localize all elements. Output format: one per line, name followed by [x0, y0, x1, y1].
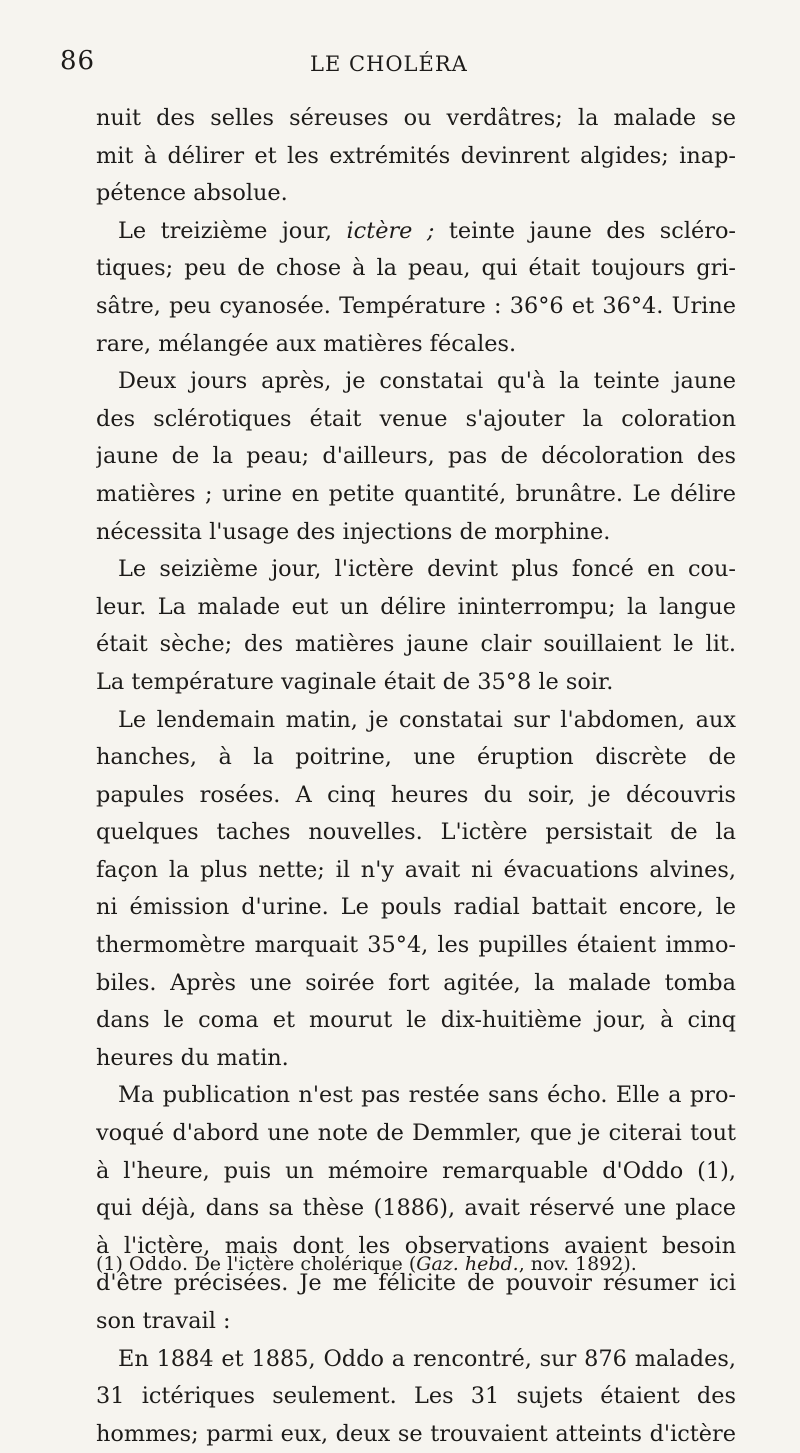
text-line: tiques; peu de chose à la peau, qui était toujours gri- [96, 255, 736, 282]
page-number: 86 [60, 46, 96, 76]
page-header [60, 46, 750, 80]
body-text [96, 100, 736, 1453]
footnote-source-open: ( [408, 1253, 417, 1275]
text-line: 31 ictériques seulement. Les 31 sujets étaient des [96, 1383, 736, 1410]
text-line: La température vaginale était de 35°8 le soir. [96, 668, 614, 695]
text-line: était sèche; des matières jaune clair souillaient le lit. [96, 631, 736, 658]
text-line: nécessita l'usage des injections de morphine. [96, 518, 611, 545]
text-line: des sclérotiques était venue s'ajouter la coloration [96, 405, 736, 432]
text-line: rare, mélangée aux matières fécales. [96, 330, 517, 357]
footnote-marker: (1) [96, 1253, 123, 1275]
text-line: qui déjà, dans sa thèse (1886), avait réservé une place [96, 1195, 736, 1222]
text-line: En 1884 et 1885, Oddo a rencontré, sur 876 malades, [118, 1345, 736, 1372]
footnote [96, 1253, 736, 1275]
text-line: à l'heure, puis un mémoire remarquable d'Oddo (1), [96, 1157, 736, 1184]
text-line: Deux jours après, je constatai qu'à la teinte jaune [118, 368, 736, 395]
text-line: heures du matin. [96, 1044, 289, 1071]
text-line-part: Le treizième jour, [118, 217, 347, 244]
emphasis-text: ictère ; [346, 217, 435, 244]
text-line: biles. Après une soirée fort agitée, la malade tomba [96, 969, 736, 996]
text-line: Ma publication n'est pas restée sans écho. Elle a pro- [118, 1082, 736, 1109]
text-line: pétence absolue. [96, 180, 288, 207]
footnote-source-close: , nov. 1892). [518, 1253, 637, 1275]
text-line: ni émission d'urine. Le pouls radial battait encore, le [96, 894, 736, 921]
text-line: matières ; urine en petite quantité, brunâtre. Le délire [96, 480, 736, 507]
text-line: papules rosées. A cinq heures du soir, je découvris [96, 781, 736, 808]
footnote-source: Gaz. hebd. [416, 1253, 519, 1275]
text-line: Le lendemain matin, je constatai sur l'abdomen, aux [118, 706, 736, 733]
text-line: hanches, à la poitrine, une éruption discrète de [96, 744, 736, 771]
text-line: Le seizième jour, l'ictère devint plus foncé en cou- [118, 556, 736, 583]
text-line: d'être précisées. Je me félicite de pouvoir résumer ici [96, 1270, 736, 1297]
text-line: quelques taches nouvelles. L'ictère persistait de la [96, 819, 736, 846]
running-title: LE CHOLÉRA [310, 52, 468, 76]
footnote-title: De l'ictère cholérique [194, 1253, 403, 1275]
text-line: sâtre, peu cyanosée. Température : 36°6 et 36°4. Urine [96, 292, 736, 319]
text-line: mit à délirer et les extrémités devinrent algides; inap- [96, 142, 736, 169]
footnote-author: Oddo. [128, 1253, 189, 1275]
text-line-part: teinte jaune des scléro- [434, 217, 736, 244]
text-line: son travail : [96, 1308, 231, 1334]
text-line: thermomètre marquait 35°4, les pupilles étaient immo- [96, 932, 736, 959]
text-line: voqué d'abord une note de Demmler, que je citerai tout [96, 1120, 736, 1147]
text-line: façon la plus nette; il n'y avait ni évacuations alvines, [96, 856, 736, 883]
text-line: leur. La malade eut un délire ininterrompu; la langue [96, 593, 736, 620]
text-line: nuit des selles séreuses ou verdâtres; la malade se [96, 105, 736, 131]
text-line: hommes; parmi eux, deux se trouvaient atteints d'ictère [96, 1420, 736, 1447]
text-line: jaune de la peau; d'ailleurs, pas de décoloration des [96, 443, 736, 470]
text-line: à l'ictère, mais dont les observations avaient besoin [96, 1232, 736, 1259]
text-line: dans le coma et mourut le dix-huitième jour, à cinq [96, 1007, 736, 1034]
text-line [96, 213, 736, 251]
